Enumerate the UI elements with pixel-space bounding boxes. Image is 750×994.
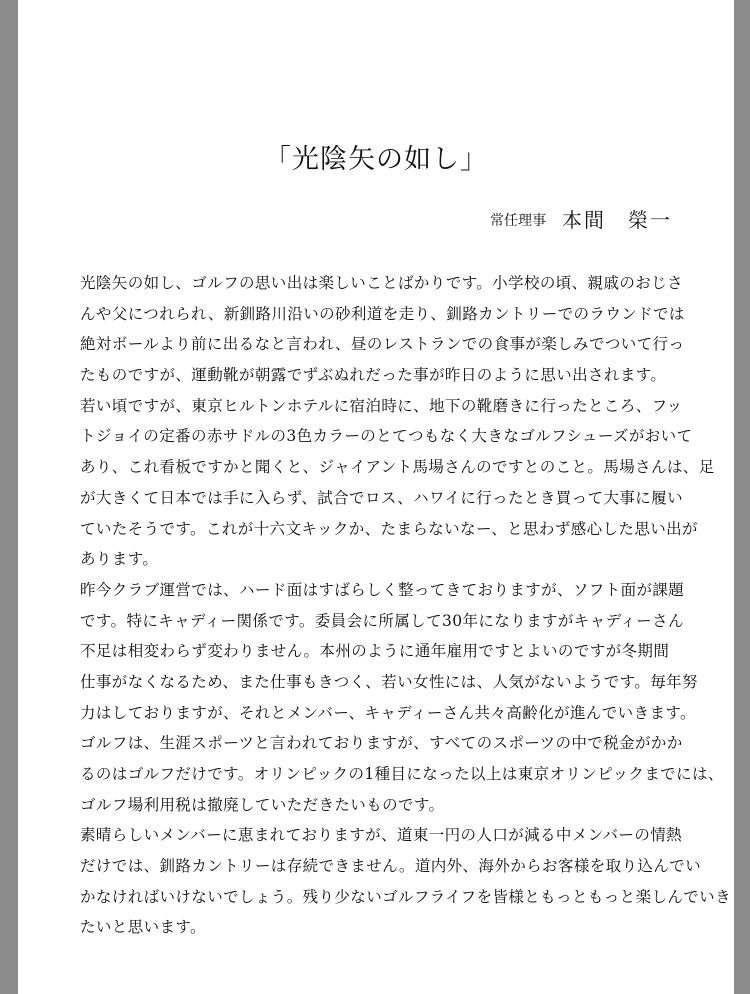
text-line: んや父につれられ、新釧路川沿いの砂利道を走り、釧路カントリーでのラウンドでは [80, 304, 685, 323]
text-line: 昨今クラブ運営では、ハード面はすばらしく整ってきておりますが、ソフト面が課題 [80, 580, 685, 599]
author-name: 本間 榮一 [562, 208, 672, 232]
text-line: るのはゴルフだけです。オリンピックの1種目になった以上は東京オリンピックまでには、 [80, 765, 724, 783]
text-line: トジョイの定番の赤サドルの3色カラーのとてつもなく大きなゴルフシューズがおいて [80, 427, 693, 446]
text-line: が大きくて日本では手に入らず、試合でロス、ハワイに行ったとき買って大事に履い [80, 488, 683, 507]
text-line: 素晴らしいメンバーに恵まれておりますが、道東一円の人口が減る中メンバーの情熱 [80, 826, 683, 845]
text-line: ゴルフ場利用税は撤廃していただきたいものです。 [80, 795, 445, 814]
text-line: 絶対ボールより前に出るなと言われ、昼のレストランでの食事が楽しみでついて行っ [80, 335, 685, 354]
author-line [490, 204, 672, 233]
text-line: 力はしておりますが、それとメンバー、キャディーさん共々高齢化が進んでいきます。 [80, 703, 696, 722]
text-line: ていたそうです。これが十六文キックか、たまらないなー、と思わず感心した思い出が [80, 519, 698, 538]
text-line: かなければいけないでしょう。残り少ないゴルフライフを皆様ともっともっと楽しんでいき [80, 887, 731, 906]
text-line: です。特にキャディー関係です。委員会に所属して30年になりますがキャディーさん [80, 611, 684, 630]
text-line: 不足は相変わらず変わりません。本州のように通年雇用ですとよいのですが冬期間 [80, 642, 670, 661]
text-line: 光陰矢の如し、ゴルフの思い出は楽しいことばかりです。小学校の頃、親戚のおじさ [80, 274, 683, 292]
text-line: たいと思います。 [80, 918, 206, 937]
page-title: 「光陰矢の如し」 [264, 144, 488, 175]
author-role: 常任理事 [490, 213, 546, 229]
text-line: 若い頃ですが、東京ヒルトンホテルに宿泊時に、地下の靴磨きに行ったところ、フッ [80, 396, 683, 415]
text-line: ゴルフは、生涯スポーツと言われておりますが、すべてのスポーツの中で税金がかか [80, 734, 683, 753]
text-line: あります。 [80, 550, 159, 569]
text-line: たものですが、運動靴が朝露でずぶぬれだった事が昨日のように思い出されます。 [80, 366, 667, 385]
text-line: あり、これ看板ですかと聞くと、ジャイアント馬場さんのですとのこと。馬場さんは、足 [80, 458, 715, 477]
text-line: だけでは、釧路カントリーは存続できません。道内外、海外からお客様を取り込んでい [80, 857, 702, 876]
body-text [80, 268, 731, 943]
document-page [18, 0, 734, 994]
text-line: 仕事がなくなるため、また仕事もきつく、若い女性には、人気がないようです。毎年努 [80, 672, 698, 691]
